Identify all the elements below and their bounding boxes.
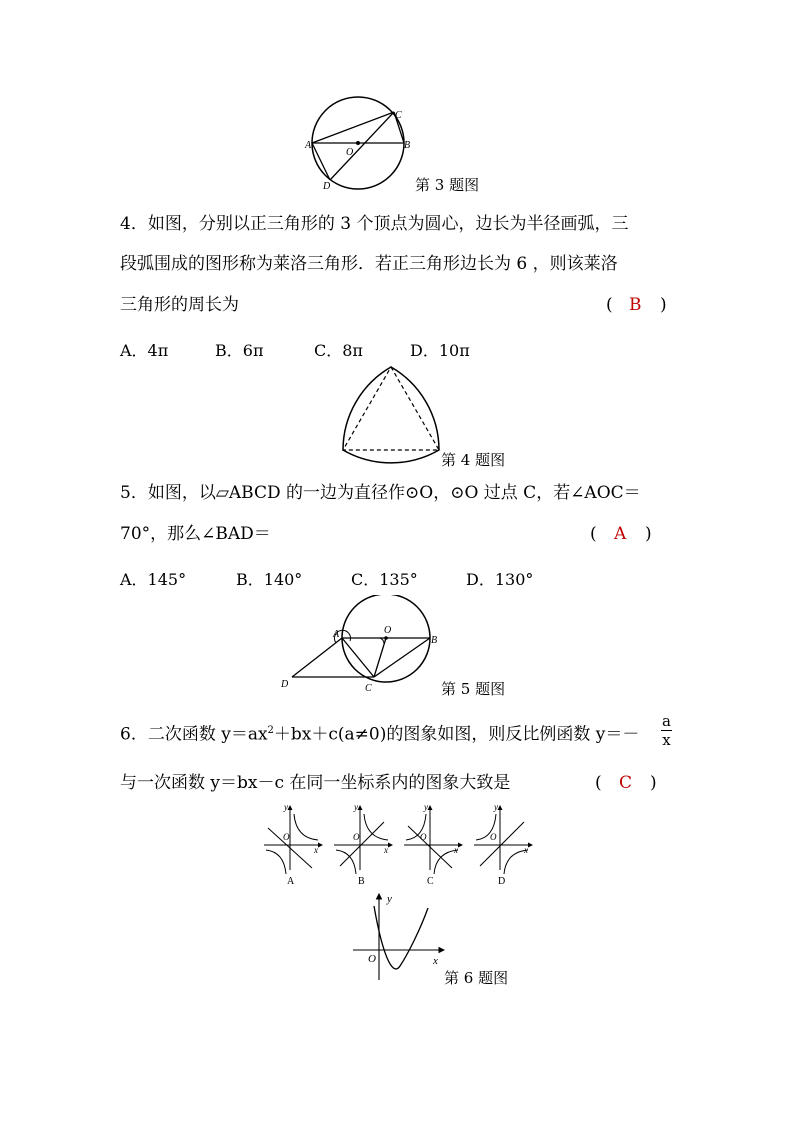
q4-answer: B [629, 295, 642, 315]
graph-c-label: C [427, 876, 434, 887]
q5-option-b: B．140° [236, 570, 303, 589]
q6-text-mid: ＋bx＋c(a≠0)的图象如图，则反比例函数 y＝－ [273, 724, 640, 745]
axis-x: x [433, 955, 438, 967]
q6-paren-open: ( [595, 773, 602, 793]
q5-answer: A [614, 524, 627, 544]
q5-option-a: A．145° [120, 570, 187, 589]
q4-option-a: A．4π [120, 341, 169, 360]
q6-option-graphs [262, 800, 538, 890]
q4-option-c: C．8π [314, 341, 363, 360]
q4-option-b: B．6π [215, 341, 264, 360]
label-B: B [431, 635, 438, 646]
q4-paren-close: ) [660, 295, 667, 315]
graph-b [334, 802, 392, 887]
label-A: A [333, 629, 340, 640]
origin: O [368, 953, 376, 965]
axis-y: y [354, 802, 358, 812]
graph-c [404, 802, 462, 887]
q5-option-c: C．135° [351, 570, 418, 589]
origin: O [283, 832, 290, 842]
q6-fraction [661, 712, 672, 749]
figure-4-reuleaux-triangle [336, 362, 448, 466]
label-A: A [305, 140, 312, 151]
figure-5-parallelogram-circle [278, 595, 448, 695]
axis-y: y [424, 802, 428, 812]
q5-line-2: 70°，那么∠BAD＝ [120, 524, 271, 544]
axis-y: y [284, 802, 288, 812]
q6-paren-close: ) [650, 773, 657, 793]
graph-b-label: B [358, 876, 365, 887]
figure-3-circle [300, 95, 420, 195]
label-D: D [281, 679, 289, 690]
graph-a [264, 802, 322, 887]
origin: O [353, 832, 360, 842]
q6-line-1 [120, 722, 639, 744]
label-B: B [404, 140, 411, 151]
origin: O [490, 832, 497, 842]
q5-line-1: 5．如图，以▱ABCD 的一边为直径作⊙O，⊙O 过点 C，若∠AOC＝ [120, 483, 641, 503]
q4-paren-open: ( [606, 295, 613, 315]
q5-paren-close: ) [645, 524, 652, 544]
axis-x: x [524, 845, 528, 855]
q4-line-1: 4．如图，分别以正三角形的 3 个顶点为圆心，边长为半径画弧，三 [120, 214, 629, 234]
q6-line-2: 与一次函数 y＝bx－c 在同一坐标系内的图象大致是 [120, 773, 511, 793]
q6-fraction-denominator: x [662, 731, 671, 749]
figure-4-caption: 第 4 题图 [441, 451, 506, 469]
label-O: O [384, 625, 392, 636]
graph-d [474, 802, 532, 887]
axis-y: y [387, 893, 392, 905]
q6-fraction-numerator: a [662, 712, 671, 730]
graph-d-label: D [498, 876, 506, 887]
figure-6-caption: 第 6 题图 [444, 969, 509, 987]
q4-option-d: D．10π [410, 341, 470, 360]
q6-parabola-graph [350, 890, 450, 982]
figure-3-caption: 第 3 题图 [415, 176, 480, 194]
q6-text-prefix: 6．二次函数 y＝ax [120, 724, 268, 745]
q5-option-d: D．130° [466, 570, 534, 589]
axis-x: x [454, 845, 458, 855]
q4-line-3: 三角形的周长为 [120, 295, 239, 315]
label-O: O [346, 147, 354, 158]
origin: O [420, 832, 427, 842]
q6-answer: C [619, 773, 633, 793]
label-C: C [365, 683, 372, 694]
axis-x: x [314, 845, 318, 855]
q5-paren-open: ( [590, 524, 597, 544]
axis-y: y [494, 802, 498, 812]
label-D: D [323, 181, 331, 192]
label-C: C [395, 110, 402, 121]
figure-5-caption: 第 5 题图 [441, 680, 506, 698]
axis-x: x [384, 845, 388, 855]
graph-a-label: A [287, 876, 295, 887]
q4-line-2: 段弧围成的图形称为莱洛三角形．若正三角形边长为 6 ，则该莱洛 [120, 254, 618, 274]
q6-superscript: 2 [267, 725, 274, 736]
